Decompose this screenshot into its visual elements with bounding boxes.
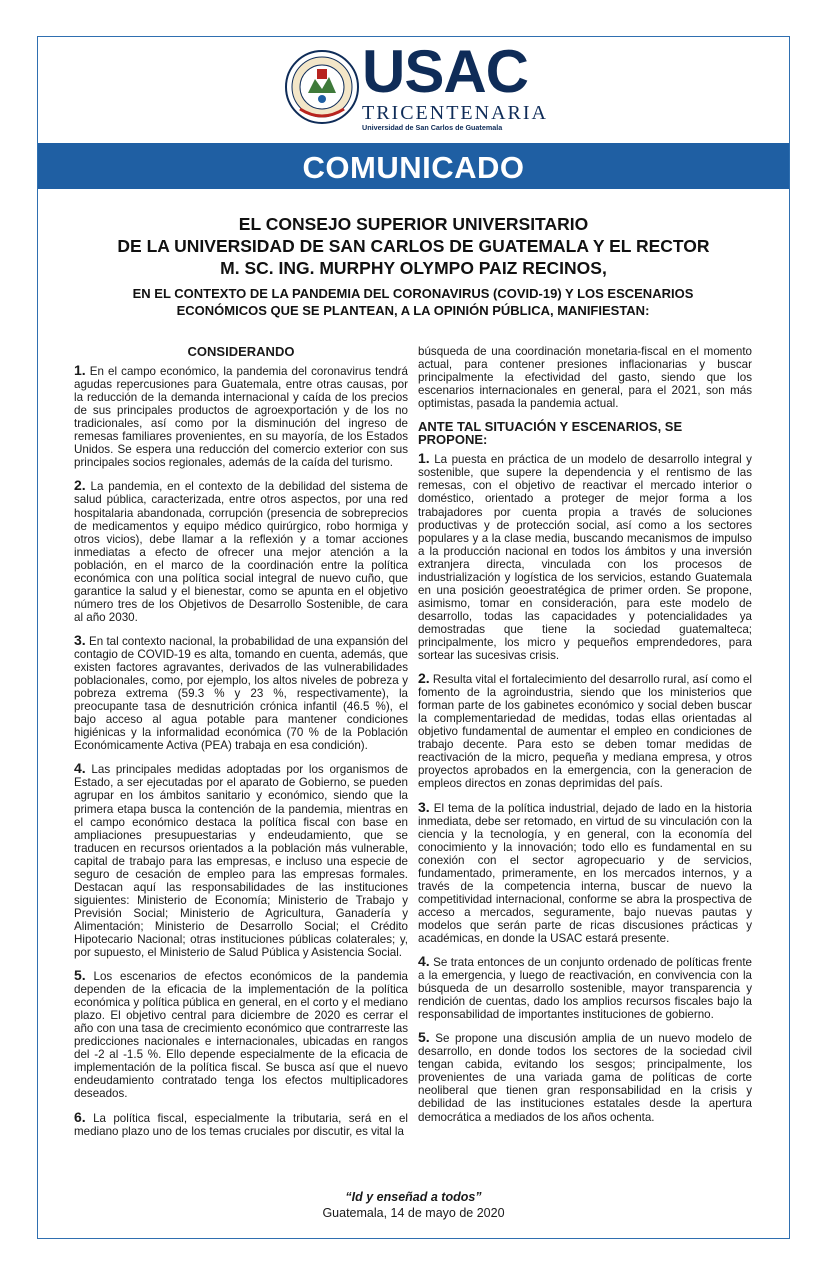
right-column [418,345,752,1134]
logo-subtitle: Universidad de San Carlos de Guatemala [362,123,503,132]
considerando-item: 3. En tal contexto nacional, la probabilidad de una expansión del contagio de COVID-19 es alta, tomando en cuenta, además, que existen factores agravantes, derivados de las vulnerabilidades poblacionales, como, por ejemplo, los altos niveles de pobreza y pobreza extrema (59.3 % y 23 %, respectivamente), la preocupante tasa de desnutrición crónica infantil (46.5 %), el bajo acceso al agua potable para mantener condiciones higiénicas y la informalidad económica (70 % de la Población Económicamente Activa (PEA) trabaja en esa condición). [74,631,408,753]
propone-heading: ANTE TAL SITUACIÓN Y ESCENARIOS, SE PROPONE: [418,419,683,448]
header [38,37,789,145]
logo-main: USAC [362,38,529,105]
logo-tricentenaria: TRICENTENARIA [362,102,548,124]
propone-item: 5. Se propone una discusión amplia de un nuevo modelo de desarrollo, en donde todos los sectores de la sociedad civil tengan cabida, evitando los sesgos; principalmente, los provenientes de una variada gama de políticas de corte neoliberal que tienen gran responsabilidad en la crisis y debilidad de las instituciones estatales desde la apertura democrática a mediados de los años ochenta. [418,1029,752,1124]
considerando-item: 6. La política fiscal, especialmente la tributaria, será en el mediano plazo uno de los temas cruciales por discutir, es vital la [74,1108,408,1138]
propone-item: 1. La puesta en práctica de un modelo de desarrollo integral y sostenible, que supere la dependencia y el rentismo de las remesas, con el objetivo de reactivar el mercado interior o doméstico, orientado a proteger de mejor forma a los trabajadores por cuenta propia a través de soluciones productivas y de protección social, así como a los sectores populares y a la clase media, buscando mecanismos de impulso a la producción nacional en todos los ámbitos y una inversión extranjera directa, vinculada con los procesos de industrialización y logística de los servicios, estando Guatemala en una posición geoestratégica de primer orden. Se propone, asimismo, tomar en consideración, para este modelo de desarrollo, todas las capacidades y potencialidades ya demostradas que tiene la sociedad guatemalteca; principalmente, los micro y pequeños emprendedores, para sortear las sucesivas crisis. [418,450,752,663]
title-line-3: M. SC. ING. MURPHY OLYMPO PAIZ RECINOS, [220,258,607,278]
considerando-heading: CONSIDERANDO [187,344,295,359]
date-line: Guatemala, 14 de mayo de 2020 [322,1206,505,1220]
considerando-item: 1. En el campo económico, la pandemia del coronavirus tendrá agudas repercusiones para Guatemala, entre otras causas, por la reducción de la demanda internacional y caída de los precios de sus principales productos de agroexportación y de los no tradicionales, así como por la disminución del ingreso de remesas familiares provenientes, en su mayoría, de los Estados Unidos. Se espera una reducción del comercio exterior con sus principales socios regionales, además de la caída del turismo. [74,362,408,470]
university-seal-icon [284,49,360,125]
usac-logo [362,38,548,133]
document-frame [37,36,790,1239]
considerando-item: 2. La pandemia, en el contexto de la debilidad del sistema de salud pública, caracterizada, entre otros aspectos, por una red hospitalaria abandonada, corrupción (presencia de sobreprecios de medicamentos y equipo médico quirúrgico, robo hormiga y otros vicios), debe llamar a la reflexión y a tomar acciones inmediatas a efecto de ofrecer una mejor atención a la población, en el marco de la coordinación entre la política económica con una política social integral de nuevo cuño, que garantice la salud y el bienestar, como se apunta en el objetivo número tres de los Objetivos de Desarrollo Sostenible, de cara al año 2030. [74,477,408,624]
considerando-item: 4. Las principales medidas adoptadas por los organismos de Estado, a ser ejecutadas por el aparato de Gobierno, se pueden agrupar en los ámbitos sanitario y económico, siendo que la primera etapa busca la contención de la pandemia, mientras en el campo económico destaca la política fiscal con base en ampliaciones presupuestarias y endeudamiento, que se traducen en recursos orientados a la población más vulnerable, capital de trabajo para las empresas, e incluso una especie de seguro de cesación de empleo para las empresas formales. Destacan aquí las responsabilidades de las instituciones siguientes: Ministerio de Economía; Ministerio de Trabajo y Previsión Social; Ministerio de Agricultura, Ganadería y Alimentación; Ministerio de Desarrollo Social; el Crédito Hipotecario Nacional; otras instituciones públicas colaterales; y, por supuesto, el Ministerio de Salud Pública y Asistencia Social. [74,760,408,960]
considerando-item: 5. Los escenarios de efectos económicos de la pandemia dependen de la eficacia de la implementación de la política económica y política pública en general, en el corto y el mediano plazo. El objetivo central para diciembre de 2020 es cerrar el año con una tasa de crecimiento económico que contrarreste las predicciones nacionales e internacionales, ubicadas en rangos del -2 al -1.5 %. Ello depende especialmente de la eficacia de implementación de la política fiscal. Se busca así que el nuevo endeudamiento contratado tenga los efectos multiplicadores deseados. [74,967,408,1101]
propone-item: 3. El tema de la política industrial, dejado de lado en la historia inmediata, debe ser retomado, en virtud de su vinculación con la ciencia y la tecnología, y en general, con la economía del conocimiento y la innovación; todo ello es fundamental en su conexión con el sector agropecuario y de servicios, fundamentado, primeramente, en los mercados internos, y a través de la competencia interna, buscar de nuevo la competitividad internacional, conforme se abra la prospectiva de acceso a mercados, seguramente, bajo nuevas pautas y modelos que serán parte de ricas discusiones prácticas y académicas, en donde la USAC estará presente. [418,798,752,945]
footer [38,1189,789,1221]
propone-item: 2. Resulta vital el fortalecimiento del desarrollo rural, así como el fomento de la agroindustria, siendo que los ministerios que forman parte de los gabinetes económico y social deben buscar la complementariedad de medidas, todas ellas orientadas al objetivo fundamental de aumentar el empleo en condiciones de trabajo decente. Para esto se deben tomar medidas de reactivación de la micro, pequeña y mediana empresa, y otros proyectos aprobados en la emergencia, con la generacion de empleos directos en zonas deprimidas del país. [418,670,752,791]
left-column [74,345,408,1148]
document-subtitle: EN EL CONTEXTO DE LA PANDEMIA DEL CORONAVIRUS (COVID-19) Y LOS ESCENARIOS ECONÓMICOS QUE SE PLANTEAN, A LA OPINIÓN PÚBLICA, MANIFIESTAN: [132,286,694,318]
motto: “Id y enseñad a todos” [345,1190,482,1204]
propone-item: 4. Se trata entonces de un conjunto ordenado de políticas frente a la emergencia, y luego de reactivación, en convivencia con la búsqueda de un desarrollo sostenible, mayor transparencia y rendición de cuentas, dado los amplios recursos fiscales bajo la responsabilidad de importantes instituciones de gobierno. [418,953,752,1022]
title-line-2: DE LA UNIVERSIDAD DE SAN CARLOS DE GUATEMALA Y EL RECTOR [117,236,710,256]
considerando-continuation: búsqueda de una coordinación monetaria-fiscal en el momento actual, para contener presiones inflacionarias y buscar principalmente la efectividad del gasto, siendo que los escenarios internacionales en general, para el 2021, son más optimistas, pasada la pandemia actual. [418,345,752,411]
comunicado-banner: COMUNICADO [38,143,789,189]
document-title [38,213,789,279]
title-line-1: EL CONSEJO SUPERIOR UNIVERSITARIO [238,214,589,234]
